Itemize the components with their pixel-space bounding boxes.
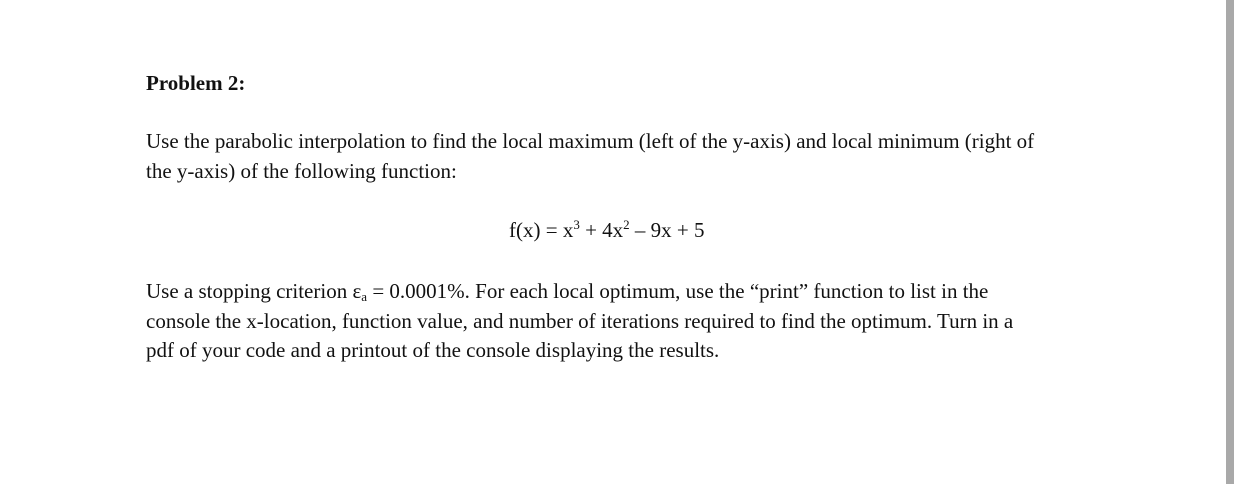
equation-rhs: – 9x + 5 xyxy=(629,218,705,242)
paragraph-line: the y-axis) of the following function: xyxy=(146,158,457,183)
paragraph-line: pdf of your code and a printout of the console displaying the results. xyxy=(146,338,720,362)
function-equation xyxy=(509,217,705,243)
paragraph-line xyxy=(146,277,1106,307)
vertical-scrollbar-thumb[interactable] xyxy=(1226,0,1234,484)
criterion-prefix: Use a stopping criterion ε xyxy=(146,279,362,303)
equation-lhs: f(x) = x xyxy=(509,218,574,242)
problem-heading: Problem 2: xyxy=(146,71,246,95)
criterion-paragraph xyxy=(146,277,1106,366)
instructions-paragraph xyxy=(146,127,1106,186)
equation-exponent-squared: 2 xyxy=(623,217,630,232)
vertical-scrollbar-track[interactable] xyxy=(1223,0,1241,484)
paragraph-line: Use the parabolic interpolation to find the local maximum (left of the y-axis) and local minimum (right of xyxy=(146,129,1035,153)
equation-middle-term: + 4x xyxy=(579,218,624,242)
paragraph-line: console the x-location, function value, and number of iterations required to find the optimum. Turn in a xyxy=(146,308,1014,333)
epsilon-subscript: a xyxy=(361,289,368,304)
criterion-suffix: = 0.0001%. For each local optimum, use the “print” function to list in the xyxy=(367,279,989,303)
equation-exponent-cubed: 3 xyxy=(573,217,580,232)
